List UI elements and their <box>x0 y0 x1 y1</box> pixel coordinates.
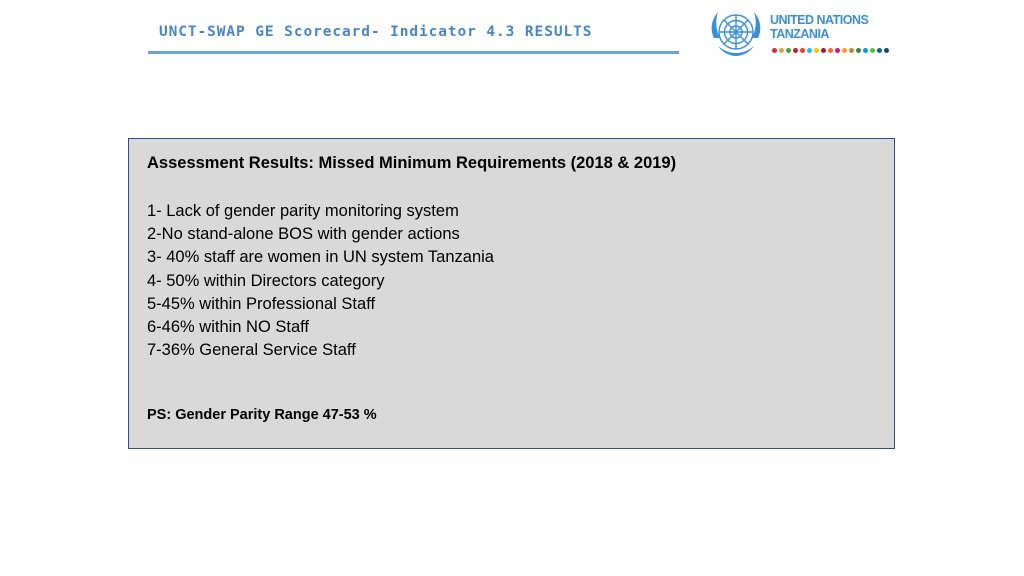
sdg-dot <box>821 48 826 53</box>
list-item: 7-36% General Service Staff <box>147 341 356 360</box>
sdg-dot <box>807 48 812 53</box>
list-item: 4- 50% within Directors category <box>147 271 385 290</box>
sdg-dot <box>884 48 889 53</box>
sdg-dot <box>877 48 882 53</box>
sdg-dot <box>842 48 847 53</box>
sdg-dot <box>814 48 819 53</box>
sdg-dot <box>849 48 854 53</box>
sdg-dot <box>835 48 840 53</box>
list-item: 3- 40% staff are women in UN system Tanzania <box>147 248 494 267</box>
title-underline <box>148 51 679 54</box>
slide-title: UNCT-SWAP GE Scorecard- Indicator 4.3 RESULTS <box>159 24 593 40</box>
list-item: 1- Lack of gender parity monitoring system <box>147 202 459 220</box>
sdg-color-dots <box>772 48 889 53</box>
un-tanzania-logo <box>708 8 888 60</box>
list-item: 2-No stand-alone BOS with gender actions <box>147 225 460 244</box>
sdg-dot <box>779 48 784 53</box>
results-heading: Assessment Results: Missed Minimum Requirements (2018 & 2019) <box>147 154 677 172</box>
sdg-dot <box>856 48 861 53</box>
results-box <box>128 138 895 449</box>
sdg-dot <box>828 48 833 53</box>
sdg-dot <box>800 48 805 53</box>
logo-text-united-nations: UNITED NATIONS <box>770 13 869 27</box>
list-item: 5-45% within Professional Staff <box>147 294 376 313</box>
logo-text-tanzania: TANZANIA <box>770 27 829 41</box>
sdg-dot <box>870 48 875 53</box>
list-item: 6-46% within NO Staff <box>147 318 310 337</box>
sdg-dot <box>786 48 791 53</box>
requirements-list <box>147 200 494 362</box>
sdg-dot <box>772 48 777 53</box>
sdg-dot <box>793 48 798 53</box>
un-emblem-icon <box>708 8 764 60</box>
parity-range-note: PS: Gender Parity Range 47-53 % <box>147 407 377 423</box>
sdg-dot <box>863 48 868 53</box>
